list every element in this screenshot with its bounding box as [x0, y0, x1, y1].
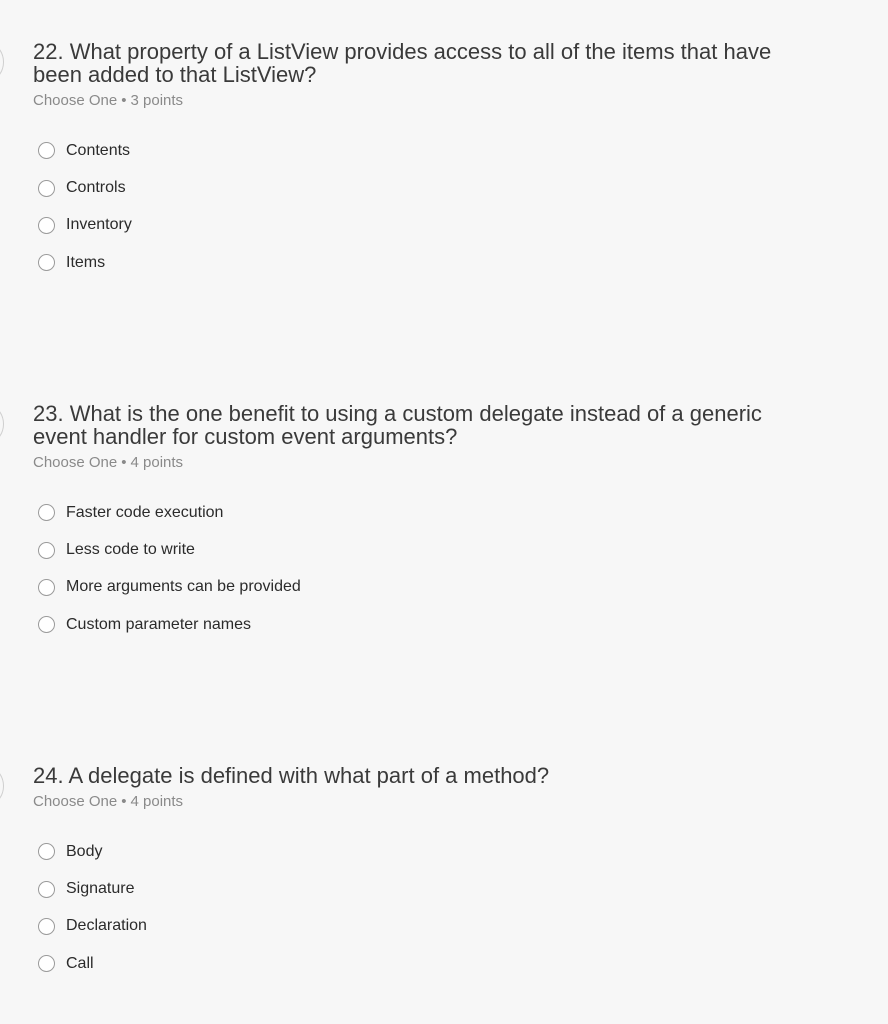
question-points: 3 points — [130, 92, 184, 109]
radio-button[interactable] — [38, 881, 55, 898]
question-meta — [33, 454, 183, 472]
answer-option-label: Inventory — [66, 216, 132, 234]
answer-option[interactable] — [38, 244, 132, 281]
question-points: 4 points — [130, 793, 184, 810]
question-type: Choose One — [33, 454, 118, 471]
meta-separator: • — [121, 454, 127, 471]
radio-button[interactable] — [38, 142, 55, 159]
question-type: Choose One — [33, 92, 118, 109]
answer-option[interactable] — [38, 833, 147, 870]
answer-options — [38, 494, 301, 644]
radio-button[interactable] — [38, 843, 55, 860]
question-number-circle — [0, 764, 4, 808]
answer-option-label: Contents — [66, 141, 131, 159]
answer-option-label: Signature — [66, 880, 135, 898]
radio-button[interactable] — [38, 217, 55, 234]
meta-separator: • — [121, 793, 127, 810]
radio-button[interactable] — [38, 616, 55, 633]
answer-option[interactable] — [38, 606, 301, 643]
question-title: 22. What property of a ListView provides access to all of the items that have been added to that ListView? — [33, 39, 772, 87]
answer-option-label: More arguments can be provided — [66, 578, 301, 596]
meta-separator: • — [121, 92, 127, 109]
answer-option-label: Call — [66, 954, 94, 972]
answer-option[interactable] — [38, 945, 147, 982]
radio-button[interactable] — [38, 254, 55, 271]
answer-option[interactable] — [38, 494, 301, 531]
question-number-circle — [0, 40, 4, 84]
question-meta — [33, 793, 183, 811]
answer-option-label: Faster code execution — [66, 503, 224, 521]
question-type: Choose One — [33, 793, 118, 810]
answer-option-label: Declaration — [66, 917, 147, 935]
answer-option[interactable] — [38, 132, 132, 169]
answer-option-label: Items — [66, 253, 106, 271]
radio-button[interactable] — [38, 918, 55, 935]
answer-option[interactable] — [38, 169, 132, 206]
question-title: 24. A delegate is defined with what part of a method? — [33, 763, 550, 788]
question-points: 4 points — [130, 454, 184, 471]
answer-option[interactable] — [38, 569, 301, 606]
answer-option[interactable] — [38, 870, 147, 907]
answer-option-label: Controls — [66, 179, 126, 197]
answer-options — [38, 132, 132, 282]
answer-option-label: Less code to write — [66, 541, 195, 559]
answer-options — [38, 833, 147, 983]
question-title: 23. What is the one benefit to using a custom delegate instead of a generic event handler for custom event arguments? — [33, 401, 762, 449]
question-meta — [33, 92, 183, 110]
radio-button[interactable] — [38, 504, 55, 521]
answer-option[interactable] — [38, 531, 301, 568]
answer-option[interactable] — [38, 207, 132, 244]
question-number-circle — [0, 402, 4, 446]
answer-option[interactable] — [38, 908, 147, 945]
radio-button[interactable] — [38, 579, 55, 596]
answer-option-label: Body — [66, 842, 103, 860]
answer-option-label: Custom parameter names — [66, 615, 251, 633]
radio-button[interactable] — [38, 542, 55, 559]
radio-button[interactable] — [38, 955, 55, 972]
radio-button[interactable] — [38, 180, 55, 197]
